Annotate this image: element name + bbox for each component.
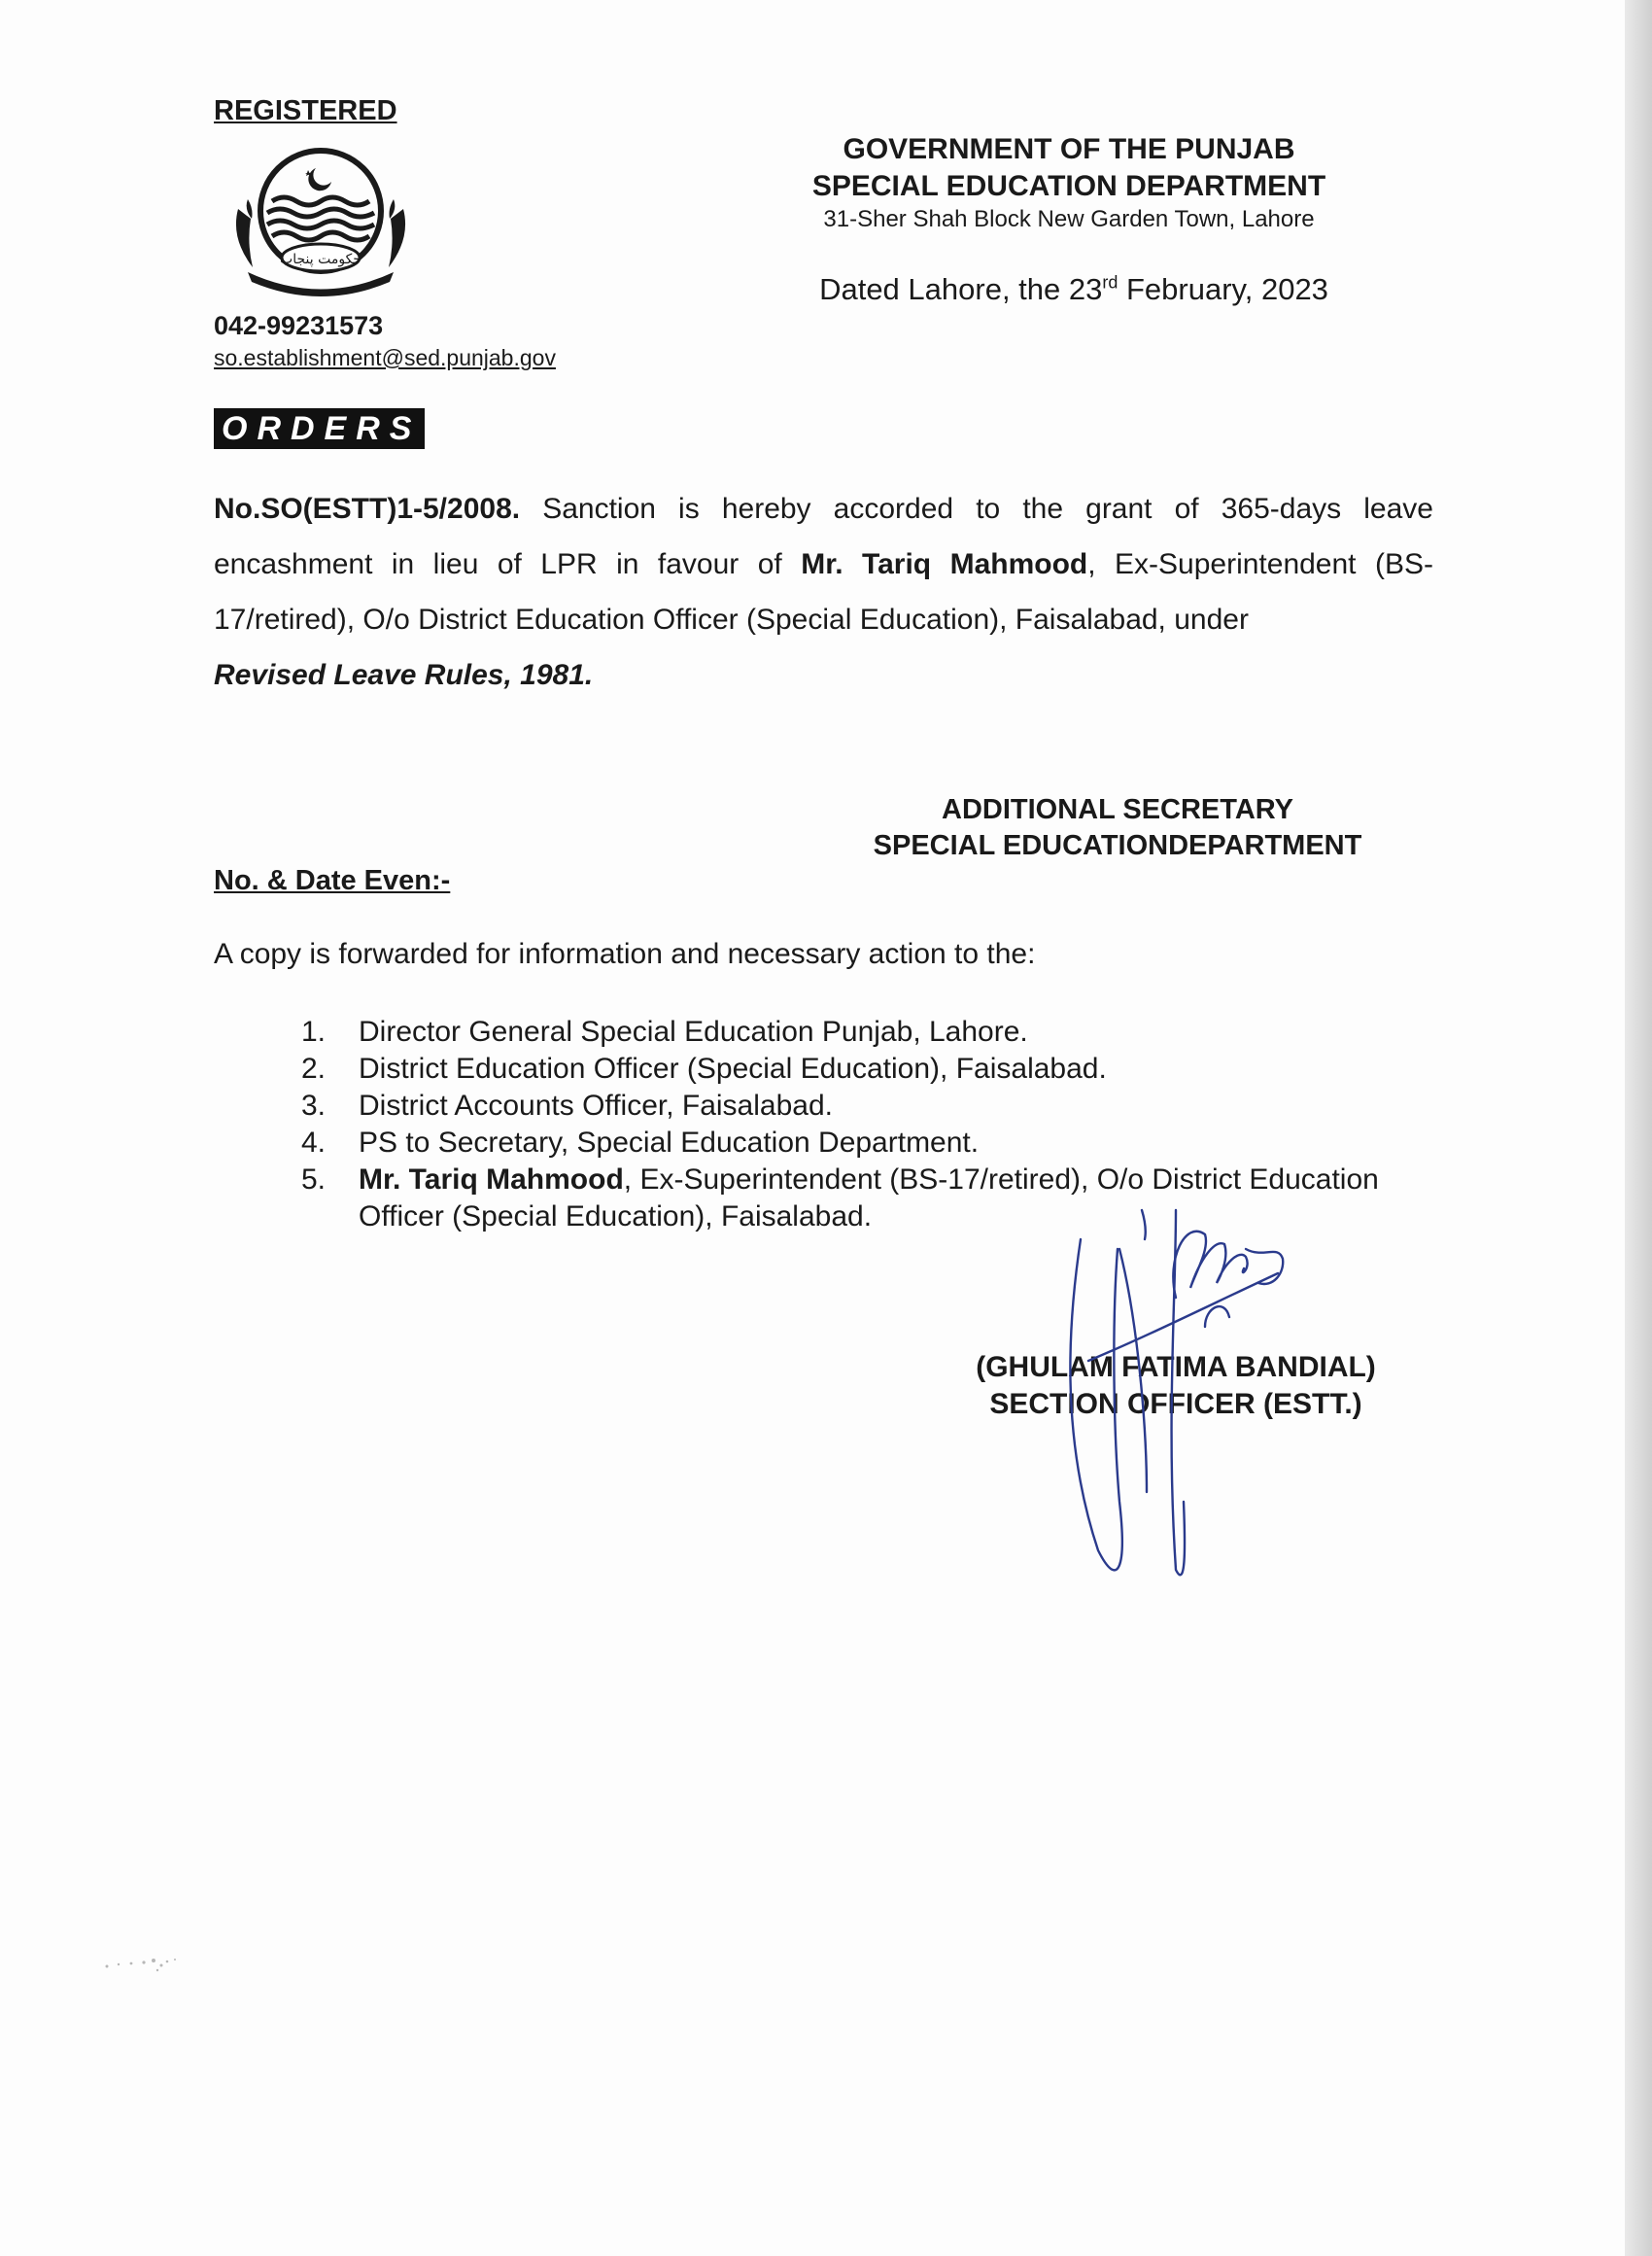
list-item-number: 4. (301, 1127, 327, 1159)
additional-secretary-department: SPECIAL EDUCATIONDEPARTMENT (873, 830, 1362, 861)
list-item (301, 1014, 1428, 1051)
email-link[interactable]: so.establishment@sed.punjab.gov (214, 345, 556, 370)
department-title: SPECIAL EDUCATION DEPARTMENT (811, 170, 1326, 202)
department-header (739, 131, 1399, 205)
dated-ordinal: rd (1102, 272, 1119, 293)
additional-secretary-block (816, 792, 1419, 864)
signatory-designation: SECTION OFFICER (ESTT.) (989, 1388, 1362, 1420)
order-number: No.SO(ESTT)1-5/2008. (214, 493, 521, 525)
registered-label: REGISTERED (214, 95, 397, 126)
order-paragraph (214, 481, 1433, 703)
list-item-number: 3. (301, 1090, 327, 1122)
signatory-name: (GHULAM FATIMA BANDIAL) (976, 1351, 1376, 1383)
list-item (301, 1051, 1428, 1088)
order-person: Mr. Tariq Mahmood (801, 548, 1088, 580)
department-address: 31-Sher Shah Block New Garden Town, Lahore (823, 206, 1315, 232)
phone-number: 042-99231573 (214, 311, 384, 340)
dated-suffix: February, 2023 (1118, 272, 1328, 306)
endorsement-intro: A copy is forwarded for information and necessary action to the: (214, 938, 1036, 970)
punjab-government-emblem-icon (219, 141, 423, 301)
dated-line (739, 272, 1409, 307)
list-item-text: PS to Secretary, Special Education Department. (359, 1127, 980, 1159)
order-text-2: , Ex-Superintendent (BS-17/retired), O/o District Education Officer (Special Education), Faisalabad, under (214, 548, 1433, 636)
list-item (301, 1088, 1428, 1125)
endorsement-heading: No. & Date Even:- (214, 865, 451, 896)
order-rules: Revised Leave Rules, 1981. (214, 659, 594, 691)
additional-secretary-title: ADDITIONAL SECRETARY (942, 794, 1293, 825)
government-title: GOVERNMENT OF THE PUNJAB (843, 133, 1295, 165)
order-text-1: Sanction is hereby accorded to the grant of 365-days leave encashment in lieu of LPR in favour of (214, 493, 1433, 580)
scan-smudge (97, 1949, 214, 1978)
list-item-text: Director General Special Education Punjab, Lahore. (359, 1016, 1028, 1048)
list-item-number: 1. (301, 1016, 327, 1048)
list-item-bold: Mr. Tariq Mahmood (359, 1163, 624, 1196)
orders-heading: ORDERS (214, 408, 425, 449)
list-item-text: District Education Officer (Special Education), Faisalabad. (359, 1053, 1107, 1085)
list-item-text: District Accounts Officer, Faisalabad. (359, 1090, 833, 1122)
list-item (301, 1125, 1428, 1162)
emblem-text: حکومت پنجاب (280, 252, 361, 267)
list-item-text: , Ex-Superintendent (BS-17/retired), O/o District Education Officer (Special Education), Faisalabad. (359, 1163, 1379, 1232)
handwritten-signature-icon (1030, 1181, 1312, 1589)
scan-edge (1625, 0, 1652, 2256)
list-item-number: 5. (301, 1163, 327, 1196)
list-item-number: 2. (301, 1053, 327, 1085)
dated-prefix: Dated Lahore, the 23 (819, 272, 1103, 306)
